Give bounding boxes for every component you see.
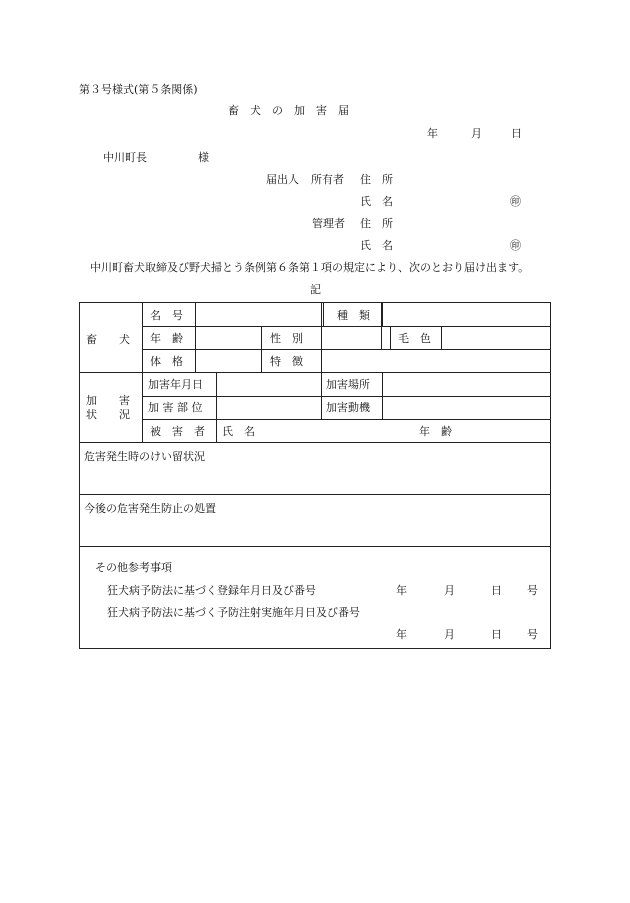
row-divider — [80, 442, 551, 443]
date-day-label: 日 — [511, 127, 522, 140]
date-year-label: 年 — [427, 127, 438, 140]
owner-name-label: 氏 名 — [360, 195, 393, 208]
reg-number-label: 号 — [527, 584, 538, 597]
row-divider — [80, 372, 551, 373]
dog-features-label: 特 徴 — [270, 355, 303, 368]
harm-header-1: 加 害 — [86, 394, 130, 407]
report-table — [79, 302, 551, 649]
inj-year-label: 年 — [396, 628, 407, 641]
dog-color-label: 毛 色 — [398, 332, 431, 345]
inj-month-label: 月 — [444, 628, 455, 641]
dog-header: 畜 犬 — [86, 333, 130, 346]
prevention-label: 今後の危害発生防止の処置 — [84, 502, 216, 515]
rabies-registration-label: 狂犬病予防法に基づく登録年月日及び番号 — [107, 584, 316, 597]
col-divider — [390, 326, 391, 349]
owner-seal: ㊞ — [510, 195, 521, 208]
situation-label: 危害発生時のけい留状況 — [84, 450, 205, 463]
rabies-injection-label: 狂犬病予防法に基づく予防注射実施年月日及び番号 — [107, 606, 360, 619]
addressee-honorific: 様 — [198, 151, 209, 164]
harm-part-label: 加 害 部 位 — [148, 401, 203, 414]
col-divider — [323, 303, 324, 326]
reg-day-label: 日 — [491, 584, 502, 597]
manager-address-label: 住 所 — [360, 217, 393, 230]
row-divider — [142, 396, 551, 397]
other-label: その他参考事項 — [95, 561, 172, 574]
harm-place-label: 加害場所 — [326, 378, 370, 391]
col-divider — [216, 372, 217, 419]
row-divider — [142, 326, 551, 327]
col-divider — [216, 419, 217, 442]
col-divider — [441, 326, 442, 349]
date-month-label: 月 — [471, 127, 482, 140]
col-divider — [382, 303, 383, 326]
col-divider — [382, 372, 383, 419]
dog-name-label: 名 号 — [150, 309, 183, 322]
reg-month-label: 月 — [444, 584, 455, 597]
victim-name-label: 氏 名 — [222, 425, 255, 438]
harm-date-label: 加害年月日 — [148, 378, 203, 391]
manager-seal: ㊞ — [510, 239, 521, 252]
col-divider — [321, 372, 322, 419]
row-divider — [142, 419, 551, 420]
inj-number-label: 号 — [527, 628, 538, 641]
row-divider — [80, 494, 551, 495]
dog-build-label: 体 格 — [150, 355, 183, 368]
row-divider — [142, 349, 551, 350]
dog-sex-label: 性 別 — [270, 332, 303, 345]
col-divider — [261, 326, 262, 372]
manager-label: 管理者 — [312, 217, 345, 230]
dog-breed-label: 種 類 — [337, 309, 370, 322]
row-divider — [80, 546, 551, 547]
page-title: 畜 犬 の 加 害 届 — [228, 104, 349, 117]
dog-age-label: 年 齢 — [150, 332, 183, 345]
owner-address-label: 住 所 — [360, 173, 393, 186]
ki-label: 記 — [310, 283, 321, 296]
harm-motive-label: 加害動機 — [326, 401, 370, 414]
victim-label: 被 害 者 — [150, 425, 205, 438]
inj-day-label: 日 — [491, 628, 502, 641]
manager-name-label: 氏 名 — [360, 239, 393, 252]
col-divider — [321, 303, 322, 326]
harm-header-2: 状 況 — [86, 408, 130, 421]
reg-year-label: 年 — [396, 584, 407, 597]
addressee-name: 中川町長 — [103, 151, 147, 164]
owner-label: 所有者 — [311, 173, 344, 186]
col-divider — [142, 303, 143, 442]
col-divider — [195, 303, 196, 372]
col-divider — [381, 326, 382, 349]
col-divider — [321, 326, 322, 372]
notifier-label: 届出人 — [266, 173, 299, 186]
victim-age-label: 年 齢 — [419, 425, 452, 438]
statement: 中川町畜犬取締及び野犬掃とう条例第６条第１項の規定により、次のとおり届け出ます。 — [90, 261, 530, 274]
form-number: 第３号様式(第５条関係) — [79, 83, 198, 96]
